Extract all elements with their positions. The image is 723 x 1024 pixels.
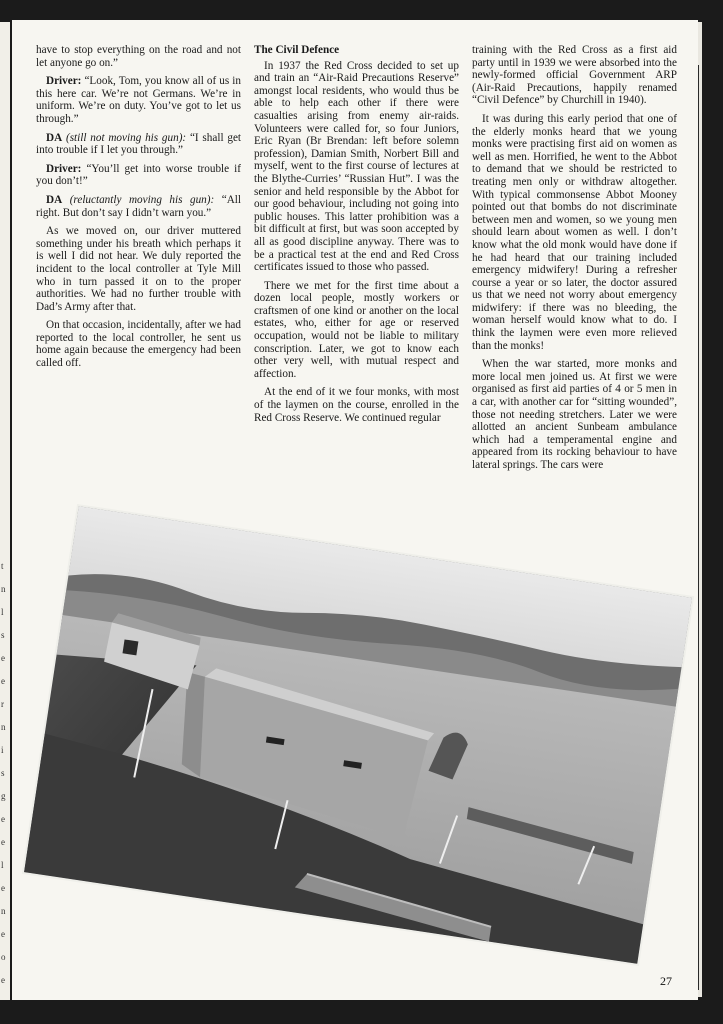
adjacent-page-letter: l: [1, 607, 4, 617]
adjacent-page-letter: e: [1, 676, 5, 686]
paragraph: It was during this early period that one of the elderly monks heard that we young monks were practising first aid on women as well as men. Horrified, he went to the Abbot to demand that we should be restricted to treating men only or withdraw altogether. With typical commonsense Abbot Mooney pointed out that bombs do not discriminate between men and women, so we young men should learn about women as well. I don’t know what the old monk would have done if he had heard that our training included emergency midwifery! During a refresher course a year or so later, the doctor assured us that we need not worry about emergency midwifery: if there was no bleeding, the woman herself would know what to do. I think the laymen were even more relieved than the monks!: [472, 112, 677, 352]
paragraph: There we met for the first time about a dozen local people, mostly workers or craftsmen of one kind or another on the local estates, who, either for age or reserved occupation, would not be liable to military conscription. Later, we got to know each other very well, with mutual respect and affection.: [254, 279, 459, 380]
section-heading: The Civil Defence: [254, 44, 340, 56]
dialogue-line: [36, 163, 241, 188]
adjacent-page-letter: s: [1, 630, 5, 640]
speaker: Driver:: [46, 75, 82, 88]
paragraph: At the end of it we four monks, with most of the laymen on the course, enrolled in the Red Cross Reserve. We continued regular: [254, 386, 459, 424]
adjacent-page-letter: r: [1, 699, 4, 709]
photo-illustration: [24, 506, 692, 964]
adjacent-page-letter: n: [1, 906, 6, 916]
paragraph: As we moved on, our driver muttered something under his breath which perhaps it is well I did not hear. We duly reported the incident to the local controller at Tyle Mill who in turn passed it on to the proper authorities. We had no further trouble with Dad’s Army after that.: [36, 225, 241, 313]
paragraph: In 1937 the Red Cross decided to set up and train an “Air-Raid Precautions Reserve” amongst local residents, who would thus be able to help each other if there were casualties arising from enemy air-raids. Volunteers were called for, so four Juniors, Eric Ryan (Br Brendan: left before solemn profession), Damian Smith, Norbert Bill and myself, went to the first course of lectures at the Blythe-Curries’ “Russian Hut”. I was the senior and held responsible by the Abbot for our good behaviour, including not going into public houses. This latter prohibition was a bit difficult at first, but was soon accepted by all as good discipline anyway. There was to be a practical test at the end and Red Cross certificates issued to those who passed.: [254, 59, 459, 274]
column-rule: [698, 65, 699, 990]
paragraph: have to stop everything on the road and not let anyone go on.”: [36, 44, 241, 69]
dialogue-line: [36, 194, 241, 219]
adjacent-page-letter: n: [1, 584, 6, 594]
dialogue-line: [36, 75, 241, 125]
speaker: DA: [46, 131, 63, 144]
speaker: DA: [46, 193, 63, 206]
adjacent-page-letter: l: [1, 860, 4, 870]
speaker: Driver:: [46, 162, 82, 175]
adjacent-page-edge: [0, 22, 10, 1000]
paragraph: training with the Red Cross as a first aid party until in 1939 we were absorbed into the newly-formed official Government ARP (Air-Raid Precautions, happily renamed “Civil Defence” by Churchill in 1940).: [472, 44, 677, 107]
column-2: [254, 44, 459, 430]
magazine-page: [12, 20, 698, 1000]
adjacent-page-letter: e: [1, 975, 5, 985]
adjacent-page-letter: e: [1, 653, 5, 663]
stage-direction: (reluctantly moving his gun):: [69, 193, 215, 206]
adjacent-page-letter: e: [1, 929, 5, 939]
adjacent-page-letter: n: [1, 722, 6, 732]
paragraph: On that occasion, incidentally, after we had reported to the local controller, he sent us home again because the emergency had been called off.: [36, 319, 241, 370]
adjacent-page-letter: g: [1, 791, 6, 801]
adjacent-page-letter: e: [1, 837, 5, 847]
dialogue-text: “All right. But don’t say I didn’t warn you.”: [36, 193, 242, 219]
adjacent-page-letter: o: [1, 952, 6, 962]
adjacent-page-letter: i: [1, 745, 4, 755]
adjacent-page-letter: t: [1, 561, 4, 571]
page-number: 27: [660, 974, 672, 988]
adjacent-page-letter: e: [1, 814, 5, 824]
dialogue-line: [36, 132, 241, 157]
stage-direction: (still not moving his gun):: [65, 131, 187, 144]
dialogue-text: “Look, Tom, you know all of us in this here car. We’re not Germans. We’re in uniform. We’re on duty. You’ve got to let us through.”: [36, 75, 241, 125]
adjacent-page-letter: s: [1, 768, 5, 778]
column-1: [36, 44, 241, 376]
adjacent-page-letter: e: [1, 883, 5, 893]
dialogue-text: “I shall get into trouble if I let you through.”: [36, 131, 242, 157]
paragraph: When the war started, more monks and more local men joined us. At first we were organised as first aid parties of 4 or 5 men in a car, with another car for “sitting wounded”, those not needing stretchers. Later we were allotted an ancient Sunbeam ambulance which had a temperamental engine and appeared from its rocking behaviour to have lateral springs. The cars were: [472, 358, 677, 471]
pillbox-photograph: [24, 506, 692, 964]
column-3: [472, 44, 677, 478]
dialogue-text: “You’ll get into worse trouble if you don’t!”: [36, 162, 242, 188]
